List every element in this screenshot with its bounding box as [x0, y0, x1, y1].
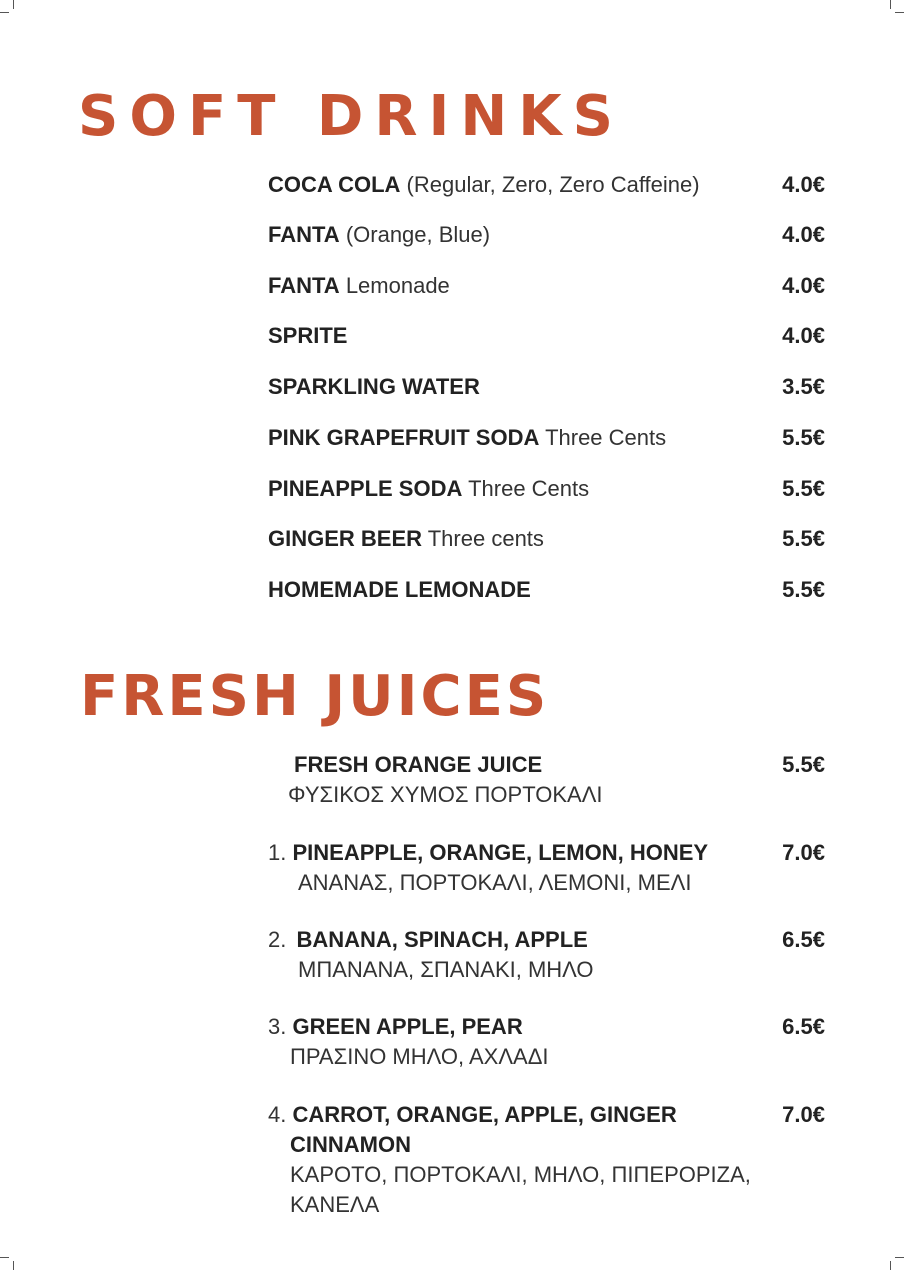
item-price: 4.0€ [782, 323, 825, 348]
crop-mark [895, 12, 904, 13]
juice-name-continued: CINNAMON [290, 1132, 411, 1157]
item-name: SPRITE [268, 323, 348, 348]
juice-item-2 [268, 927, 825, 987]
juice-greek-name: ΚΑΡΟΤΟ, ΠΟΡΤΟΚΑΛΙ, ΜΗΛΟ, ΠΙΠΕΡΟΡΙΖΑ, [290, 1162, 751, 1187]
juice-name: CARROT, ORANGE, APPLE, GINGER [292, 1102, 677, 1127]
item-name: GINGER BEER [268, 526, 423, 551]
juice-item-3 [268, 1014, 825, 1074]
item-description: Three cents [422, 526, 544, 551]
juice-price: 5.5€ [782, 752, 825, 777]
menu-item-coca-cola [268, 172, 825, 202]
juice-item-1 [268, 840, 825, 900]
juice-greek-name: ΠΡΑΣΙΝΟ ΜΗΛΟ, ΑΧΛΑΔΙ [290, 1044, 549, 1069]
menu-item-homemade-lemonade [268, 577, 825, 607]
juice-name: GREEN APPLE, PEAR [292, 1014, 523, 1039]
crop-mark [13, 1261, 14, 1270]
juice-number: 1. [268, 840, 287, 865]
item-description: Three Cents [539, 425, 667, 450]
menu-item-pineapple-soda [268, 476, 825, 506]
soft-drinks-title: SOFT DRINKS [78, 84, 624, 149]
item-name: PINK GRAPEFRUIT SODA [268, 425, 540, 450]
juice-name: BANANA, SPINACH, APPLE [296, 927, 588, 952]
juice-price: 6.5€ [782, 927, 825, 952]
juice-greek-name: ΜΠΑΝΑΝΑ, ΣΠΑΝΑΚΙ, ΜΗΛΟ [298, 957, 594, 982]
menu-item-pink-grapefruit-soda [268, 425, 825, 455]
item-name: SPARKLING WATER [268, 374, 480, 399]
juice-name: FRESH ORANGE JUICE [294, 752, 543, 777]
item-price: 3.5€ [782, 374, 825, 399]
menu-item-ginger-beer [268, 526, 825, 556]
crop-mark [890, 0, 891, 9]
item-description: (Regular, Zero, Zero Caffeine) [400, 172, 700, 197]
item-description: (Orange, Blue) [339, 222, 491, 247]
juice-name: PINEAPPLE, ORANGE, LEMON, HONEY [292, 840, 709, 865]
item-name: FANTA [268, 222, 340, 247]
item-description: Lemonade [339, 273, 450, 298]
item-price: 5.5€ [782, 476, 825, 501]
menu-item-sparkling-water [268, 374, 825, 404]
item-name: HOMEMADE LEMONADE [268, 577, 531, 602]
menu-item-sprite [268, 323, 825, 353]
juice-greek-name: ΑΝΑΝΑΣ, ΠΟΡΤΟΚΑΛΙ, ΛΕΜΟΝΙ, ΜΕΛΙ [298, 870, 692, 895]
item-description: Three Cents [462, 476, 590, 501]
crop-mark [0, 12, 9, 13]
juice-price: 7.0€ [782, 840, 825, 865]
item-price: 5.5€ [782, 526, 825, 551]
juice-greek-name-continued: ΚΑΝΕΛΑ [290, 1192, 380, 1217]
item-price: 4.0€ [782, 222, 825, 247]
item-price: 5.5€ [782, 425, 825, 450]
juice-number: 3. [268, 1014, 287, 1039]
item-name: FANTA [268, 273, 340, 298]
fresh-juices-title: FRESH JUICES [80, 664, 550, 729]
juice-greek-name: ΦΥΣΙΚΟΣ ΧΥΜΟΣ ΠΟΡΤΟΚΑΛΙ [288, 782, 603, 807]
item-name: PINEAPPLE SODA [268, 476, 463, 501]
menu-item-fanta [268, 222, 825, 252]
juice-item-4 [268, 1102, 825, 1222]
juice-price: 6.5€ [782, 1014, 825, 1039]
crop-mark [13, 0, 14, 9]
juice-price: 7.0€ [782, 1102, 825, 1127]
crop-mark [890, 1261, 891, 1270]
juice-number: 2. [268, 927, 287, 952]
item-price: 4.0€ [782, 273, 825, 298]
crop-mark [0, 1257, 9, 1258]
item-price: 5.5€ [782, 577, 825, 602]
item-price: 4.0€ [782, 172, 825, 197]
menu-item-fanta-lemonade [268, 273, 825, 303]
juice-item-fresh-orange [268, 752, 825, 812]
crop-mark [895, 1257, 904, 1258]
item-name: COCA COLA [268, 172, 401, 197]
juice-number: 4. [268, 1102, 287, 1127]
